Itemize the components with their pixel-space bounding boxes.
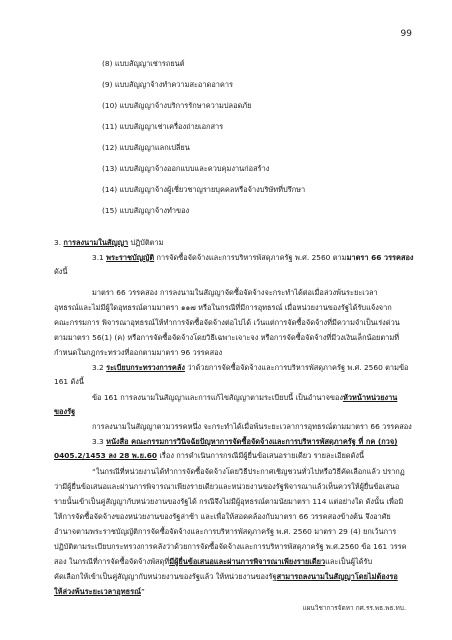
subsection-number: 3.3: [92, 437, 107, 446]
subsection-3-2: [92, 362, 408, 373]
quote-text: คัดเลือกให้เข้าเป็นคู่สัญญากับหน่วยงานของรัฐแล้ว ให้หน่วยงานของรัฐ: [54, 572, 277, 581]
subsection-number: 3.2: [92, 363, 107, 372]
statute-line: คณะกรรมการ พิจารณาอุทธรณ์ให้ทำการจัดซื้อจัดจ้างต่อไปได้ เว้นแต่การจัดซื้อจัดจ้างที่มีความจำเป็นเร่งด่วน: [54, 318, 400, 327]
subsection-text: การจัดซื้อจัดจ้างและการบริหารพัสดุภาครัฐ พ.ศ. 2560 ตาม: [154, 253, 347, 262]
clause-line: การลงนามในสัญญาตามวรรคหนึ่ง จะกระทำได้เมื่อพ้นระยะเวลาการอุทธรณ์ตามมาตรา 66 วรรคสอง: [92, 422, 412, 431]
letter-title: หนังสือ คณะกรรมการวินิจฉัยปัญหาการจัดซื้อจัดจ้างและการบริหารพัสดุภาครัฐ ที่ กค (กวจ): [106, 437, 398, 446]
quote-close: ”: [140, 587, 145, 596]
section-title-rest: ปฏิบัติตาม: [128, 238, 164, 247]
list-item: (8) แบบสัญญาเช่ารถยนต์: [102, 59, 185, 68]
list-item: (9) แบบสัญญาจ้างทำความสะอาดอาคาร: [102, 80, 233, 89]
letter-ref: 0405.2/1453 ลง 28 พ.ย.60: [54, 451, 158, 460]
page-number: 99: [400, 29, 412, 39]
authority-cont: ของรัฐ: [54, 407, 76, 416]
regulation-name: ระเบียบกระทรวงการคลัง: [106, 363, 185, 372]
page-footer: แผนวิชาการจัดหา กศ.รร.พธ.พธ.ทบ.: [302, 604, 406, 612]
list-item: (15) แบบสัญญาจ้างทำของ: [102, 206, 190, 215]
statute-line: กำหนดในกฎกระทรวงที่ออกตามมาตรา 96 วรรคสอง: [54, 348, 223, 357]
quote-line: ปฏิบัติตามระเบียบกระทรวงการคลังว่าด้วยการจัดซื้อจัดจ้างและการบริหารพัสดุภาครัฐ พ.ศ.2560 ข้อ 161 วรรค: [54, 542, 407, 551]
quote-emphasis: สามารถลงนามในสัญญาโดยไม่ต้องรอ: [276, 572, 398, 581]
subsection-number: 3.1: [92, 253, 107, 262]
clause-161: [92, 392, 397, 403]
quote-line: ให้การจัดซื้อจัดจ้างของหน่วยงานของรัฐล่าช้า และเพื่อให้สอดคล้องกับมาตรา 66 วรรคสองข้างต้น จึงอาศัย: [54, 512, 391, 521]
subsection-tail: 161 ดังนี้: [54, 377, 84, 386]
list-item: (11) แบบสัญญาเช่าเครื่องถ่ายเอกสาร: [102, 122, 224, 131]
quote-line: รายนั้นเข้าเป็นคู่สัญญากับหน่วยงานของรัฐได้ กรณีจึงไม่มีผู้อุทธรณ์ตามนัยมาตรา 114 แต่อย่างใด ดังนั้น เพื่อมิ: [54, 497, 404, 506]
section-heading: [54, 237, 163, 248]
section-number: 3.: [54, 238, 62, 247]
letter-subject: เรื่อง การดำเนินการกรณีมีผู้ยื่นข้อเสนอรายเดียว รายละเอียดดังนี้: [157, 451, 365, 460]
quote-line: อำนาจตามพระราชบัญญัติการจัดซื้อจัดจ้างและการบริหารพัสดุภาครัฐ พ.ศ. 2560 มาตรา 29 (4) ยกเว้นการ: [54, 527, 397, 536]
statute-line: มาตรา 66 วรรคสอง การลงนามในสัญญาจัดซื้อจัดจ้างจะกระทำได้ต่อเมื่อล่วงพ้นระยะเวลา: [92, 288, 378, 297]
quote-emphasis: ให้ล่วงพ้นระยะเวลาอุทธรณ์: [54, 587, 141, 596]
letter-ref-line: [54, 450, 364, 461]
quote-emphasis: มีผู้ยื่นข้อเสนอและผ่านการพิจารณาเพียงรายเดียว: [169, 557, 326, 566]
clause-text: ข้อ 161 การลงนามในสัญญาและการแก้ไขสัญญาตามระเบียบนี้ เป็นอำนาจของ: [92, 393, 344, 402]
quote-line: ว่ามีผู้ยื่นข้อเสนอและผ่านการพิจารณาเพียงรายเดียวและหน่วยงานของรัฐพิจารณาแล้วเห็นควรให้ผู้ยื่นข้อเสนอ: [54, 482, 400, 491]
section-title: การลงนามในสัญญา: [63, 238, 129, 247]
quote-line: [54, 556, 372, 567]
law-section: มาตรา 66 วรรคสอง: [346, 253, 414, 262]
list-item: (14) แบบสัญญาจ้างผู้เชี่ยวชาญรายบุคคลหรือจ้างบริษัทที่ปรึกษา: [102, 185, 306, 194]
statute-line: อุทธรณ์และไม่มีผู้ใดอุทธรณ์ตามมาตรา ๑๑๗ หรือในกรณีที่มีการอุทธรณ์ เมื่อหน่วยงานของรัฐได้รับแจ้งจาก: [54, 303, 392, 312]
quote-text: และเป็นผู้ได้รับ: [325, 557, 373, 566]
quote-text: สอง ในกรณีที่การจัดซื้อจัดจ้างพัสดุที่: [54, 557, 170, 566]
subsection-3-3: [92, 436, 398, 447]
law-name: พระราชบัญญัติ: [106, 253, 155, 262]
quote-line: [54, 571, 398, 582]
authority: หัวหน้าหน่วยงาน: [343, 393, 398, 402]
list-item: (10) แบบสัญญาจ้างบริการรักษาความปลอดภัย: [102, 101, 252, 110]
subsection-tail: ดังนี้: [54, 267, 68, 276]
subsection-text: ว่าด้วยการจัดซื้อจัดจ้างและการบริหารพัสดุภาครัฐ พ.ศ. 2560 ตามข้อ: [184, 363, 409, 372]
subsection-3-1: [92, 252, 414, 263]
list-item: (12) แบบสัญญาแลกเปลี่ยน: [102, 143, 190, 152]
list-item: (13) แบบสัญญาจ้างออกแบบและควบคุมงานก่อสร้าง: [102, 164, 270, 173]
statute-line: ตามมาตรา 56(1) (ค) หรือการจัดซื้อจัดจ้างโดยวิธีเฉพาะเจาะจง หรือการจัดซื้อจัดจ้างที่มีวงเงินเล็กน้อยตามที่: [54, 333, 400, 342]
quote-line: [54, 586, 145, 597]
quote-line: “ในกรณีที่หน่วยงานได้ทำการจัดซื้อจัดจ้างโดยวิธีประกาศเชิญชวนทั่วไปหรือวิธีคัดเลือกแล้ว ปรากฏ: [92, 467, 405, 476]
